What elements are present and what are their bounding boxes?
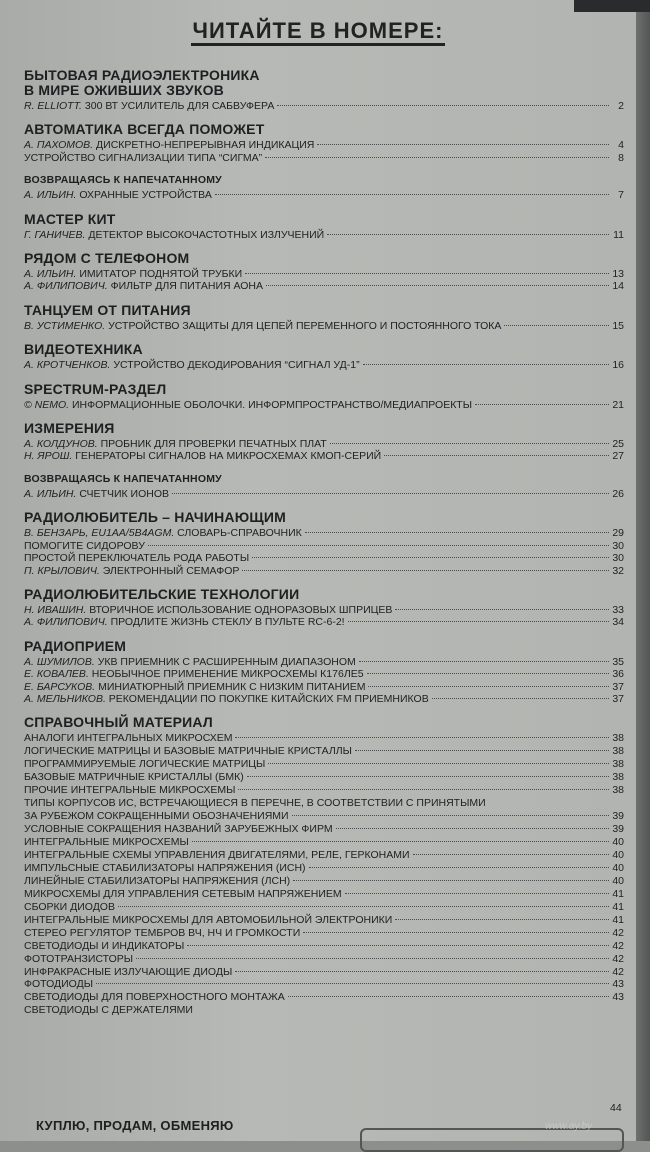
toc-entry <box>24 991 624 1004</box>
entry-text <box>24 849 410 862</box>
toc-entry <box>24 280 624 292</box>
entry-title: СВЕТОДИОДЫ С ДЕРЖАТЕЛЯМИ <box>24 1004 193 1017</box>
toc-entry <box>24 100 624 112</box>
dot-leader <box>355 750 609 751</box>
entry-title: АНАЛОГИ ИНТЕГРАЛЬНЫХ МИКРОСХЕМ <box>24 732 233 745</box>
toc-entry <box>24 732 624 745</box>
entry-title: ИНФРАКРАСНЫЕ ИЗЛУЧАЮЩИЕ ДИОДЫ <box>24 965 233 978</box>
dot-leader <box>266 285 609 286</box>
page-number: 42 <box>612 952 624 965</box>
section-title: ИЗМЕРЕНИЯ <box>24 420 115 437</box>
entry-text <box>24 488 169 500</box>
entry-text <box>24 656 356 668</box>
toc-entry <box>24 914 624 927</box>
section-title: РЯДОМ С ТЕЛЕФОНОМ <box>24 250 190 267</box>
dot-leader <box>247 776 609 777</box>
dot-leader <box>235 971 609 972</box>
dot-leader <box>327 234 609 235</box>
entry-text <box>24 540 145 552</box>
entry-title: УСТРОЙСТВО ЗАЩИТЫ ДЛЯ ЦЕПЕЙ ПЕРЕМЕННОГО И ПОСТОЯННОГО ТОКА <box>108 319 502 332</box>
entry-text <box>24 810 289 823</box>
toc-entry <box>24 604 624 616</box>
toc-entry <box>24 875 624 888</box>
entry-title: ИНТЕГРАЛЬНЫЕ СХЕМЫ УПРАВЛЕНИЯ ДВИГАТЕЛЯМИ, РЕЛЕ, ГЕРКОНАМИ <box>24 848 410 861</box>
page-number: 39 <box>612 810 624 823</box>
dot-leader <box>265 157 609 158</box>
entry-title: ЗА РУБЕЖОМ СОКРАЩЕННЫМИ ОБОЗНАЧЕНИЯМИ <box>24 810 289 823</box>
dot-leader <box>309 867 609 868</box>
entry-text <box>24 797 486 810</box>
entry-title: ИНТЕГРАЛЬНЫЕ МИКРОСХЕМЫ <box>24 835 189 848</box>
entry-text <box>24 450 381 462</box>
entry-title: БАЗОВЫЕ МАТРИЧНЫЕ КРИСТАЛЛЫ (БМК) <box>24 771 244 784</box>
entry-title: МИКРОСХЕМЫ ДЛЯ УПРАВЛЕНИЯ СЕТЕВЫМ НАПРЯЖЕНИЕМ <box>24 887 342 900</box>
section-title: РАДИОЛЮБИТЕЛЬСКИЕ ТЕХНОЛОГИИ <box>24 585 300 602</box>
entry-title: УСТРОЙСТВО СИГНАЛИЗАЦИИ ТИПА “СИГМА” <box>24 151 263 164</box>
toc-section <box>24 639 624 706</box>
entry-title: ДИСКРЕТНО-НЕПРЕРЫВНАЯ ИНДИКАЦИЯ <box>96 139 315 152</box>
toc-entry <box>24 966 624 979</box>
section-title: ВИДЕОТЕХНИКА <box>24 341 143 358</box>
entry-title: ВТОРИЧНОЕ ИСПОЛЬЗОВАНИЕ ОДНОРАЗОВЫХ ШПРИЦЕВ <box>89 603 393 616</box>
dot-leader <box>395 919 609 920</box>
page-number: 43 <box>612 978 624 991</box>
closing-section-title: КУПЛЮ, ПРОДАМ, ОБМЕНЯЮ <box>36 1118 234 1133</box>
entry-text <box>24 229 324 241</box>
entry-author: П. КРЫЛОВИЧ. <box>24 564 100 577</box>
closing-section-page: 44 <box>610 1102 622 1114</box>
entry-author: А. ПАХОМОВ. <box>24 139 94 152</box>
page-number: 21 <box>612 398 624 411</box>
dot-leader <box>245 273 609 274</box>
entry-title: ЛИНЕЙНЫЕ СТАБИЛИЗАТОРЫ НАПРЯЖЕНИЯ (ЛСН) <box>24 874 291 887</box>
page-edge <box>636 0 650 1141</box>
toc-entry <box>24 758 624 771</box>
toc-entry <box>24 450 624 462</box>
dot-leader <box>148 545 609 546</box>
toc-entry <box>24 978 624 991</box>
entry-text <box>24 681 365 693</box>
entry-author: А. КРОТЧЕНКОВ. <box>24 359 111 372</box>
dot-leader <box>288 996 609 997</box>
toc-section <box>24 510 624 577</box>
toc-entry <box>24 797 624 810</box>
dot-leader <box>235 737 609 738</box>
entry-text <box>24 604 392 616</box>
page-number: 42 <box>612 926 624 939</box>
dot-leader <box>345 893 609 894</box>
toc-section <box>24 68 624 112</box>
section-title: МАСТЕР КИТ <box>24 210 116 227</box>
entry-text <box>24 745 352 758</box>
toc-section <box>24 342 624 371</box>
entry-title: ПРОБНИК ДЛЯ ПРОВЕРКИ ПЕЧАТНЫХ ПЛАТ <box>100 438 327 451</box>
entry-author: Г. ГАНИЧЕВ. <box>24 228 86 241</box>
dot-leader <box>96 983 609 984</box>
entry-author: А. ИЛЬИН. <box>24 487 77 500</box>
entry-title: СЧЕТЧИК ИОНОВ <box>79 487 170 500</box>
page-number: 15 <box>612 319 624 332</box>
entry-author: А. ФИЛИПОВИЧ. <box>24 280 108 293</box>
toc-entry <box>24 565 624 577</box>
entry-title: ФИЛЬТР ДЛЯ ПИТАНИЯ АОНА <box>110 280 264 293</box>
dot-leader <box>252 557 609 558</box>
toc-entry <box>24 668 624 680</box>
entry-title: ЛОГИЧЕСКИЕ МАТРИЦЫ И БАЗОВЫЕ МАТРИЧНЫЕ КРИСТАЛЛЫ <box>24 745 352 758</box>
toc-entry <box>24 693 624 705</box>
section-title: ТАНЦУЕМ ОТ ПИТАНИЯ <box>24 301 191 318</box>
dot-leader <box>413 854 609 855</box>
entry-text <box>24 953 133 966</box>
toc-entry <box>24 771 624 784</box>
page-number: 35 <box>612 655 624 668</box>
page-corner <box>574 0 650 12</box>
toc-entry <box>24 438 624 450</box>
entry-author: В. УСТИМЕНКО. <box>24 319 106 332</box>
page-number: 40 <box>612 848 624 861</box>
entry-text <box>24 978 93 991</box>
dot-leader <box>268 763 609 764</box>
toc-section <box>24 473 624 500</box>
dot-leader <box>367 673 609 674</box>
entry-author: А. ШУМИЛОВ. <box>24 655 95 668</box>
page-number: 11 <box>613 228 624 241</box>
entry-text <box>24 940 184 953</box>
entry-author: А. КОЛДУНОВ. <box>24 438 98 451</box>
entry-author: Е. КОВАЛЕВ. <box>24 668 89 681</box>
dot-leader <box>292 815 609 816</box>
page-number: 7 <box>618 189 624 202</box>
entry-text <box>24 758 265 771</box>
entry-text <box>24 991 285 1004</box>
toc-entry <box>24 527 624 539</box>
toc-section <box>24 421 624 463</box>
page-number: 41 <box>612 900 624 913</box>
toc-entry <box>24 229 624 241</box>
page-number: 4 <box>618 139 624 152</box>
section-title: РАДИОПРИЕМ <box>24 637 127 654</box>
entry-title: СЛОВАРЬ-СПРАВОЧНИК <box>177 527 302 540</box>
entry-text <box>24 527 302 539</box>
entry-text <box>24 888 342 901</box>
dot-leader <box>395 609 609 610</box>
entry-title: ТИПЫ КОРПУСОВ ИС, ВСТРЕЧАЮЩИЕСЯ В ПЕРЕЧНЕ, В СООТВЕТСТВИИ С ПРИНЯТЫМИ <box>24 797 486 810</box>
toc-entry <box>24 616 624 628</box>
toc-entry <box>24 953 624 966</box>
toc-entry <box>24 823 624 836</box>
page-number: 33 <box>612 603 624 616</box>
toc-entry <box>24 359 624 371</box>
entry-text <box>24 668 364 680</box>
toc-entry <box>24 1004 624 1017</box>
toc-entry <box>24 139 624 151</box>
dot-leader <box>215 194 609 195</box>
section-title: ВОЗВРАЩАЯСЬ К НАПЕЧАТАННОМУ <box>24 174 222 187</box>
page-title <box>0 18 636 44</box>
entry-title: ОХРАННЫЕ УСТРОЙСТВА <box>79 189 212 202</box>
entry-text <box>24 836 189 849</box>
entry-title: УКВ ПРИЕМНИК С РАСШИРЕННЫМ ДИАПАЗОНОМ <box>97 655 356 668</box>
toc-entry <box>24 862 624 875</box>
toc-entry <box>24 552 624 564</box>
entry-text <box>24 399 472 411</box>
watermark: www.ay.by <box>545 1121 593 1132</box>
entry-author: А. ИЛЬИН. <box>24 268 77 281</box>
entry-title: СТЕРЕО РЕГУЛЯТОР ТЕМБРОВ ВЧ, НЧ И ГРОМКОСТИ <box>24 926 301 939</box>
dot-leader <box>187 945 609 946</box>
page-number: 36 <box>612 668 624 681</box>
page-number: 38 <box>612 745 624 758</box>
entry-title: НЕОБЫЧНОЕ ПРИМЕНЕНИЕ МИКРОСХЕМЫ К176ЛЕ5 <box>91 668 364 681</box>
page-number: 30 <box>612 539 624 552</box>
entry-text <box>24 189 212 201</box>
entry-title: УСЛОВНЫЕ СОКРАЩЕНИЯ НАЗВАНИЙ ЗАРУБЕЖНЫХ ФИРМ <box>24 823 333 836</box>
entry-text <box>24 438 327 450</box>
toc-entry <box>24 320 624 332</box>
page-number: 34 <box>612 616 624 629</box>
toc-section <box>24 174 624 201</box>
section-title: SPECTRUM-РАЗДЕЛ <box>24 380 167 397</box>
page-number: 16 <box>612 359 624 372</box>
page-number: 40 <box>612 861 624 874</box>
toc-entry <box>24 810 624 823</box>
dot-leader <box>136 958 609 959</box>
page-number: 40 <box>612 835 624 848</box>
entry-text <box>24 1004 193 1017</box>
dot-leader <box>238 789 609 790</box>
dot-leader <box>303 932 609 933</box>
dot-leader <box>192 841 609 842</box>
entry-text <box>24 823 333 836</box>
page-number: 38 <box>612 771 624 784</box>
section-title: ВОЗВРАЩАЯСЬ К НАПЕЧАТАННОМУ <box>24 472 222 485</box>
dot-leader <box>118 906 609 907</box>
entry-author: © NEMO. <box>24 398 70 411</box>
entry-title: ИМПУЛЬСНЫЕ СТАБИЛИЗАТОРЫ НАПРЯЖЕНИЯ (ИСН) <box>24 861 306 874</box>
dot-leader <box>330 443 609 444</box>
toc-entry <box>24 268 624 280</box>
entry-title: ПРОЧИЕ ИНТЕГРАЛЬНЫЕ МИКРОСХЕМЫ <box>24 784 236 797</box>
page-number: 40 <box>612 874 624 887</box>
entry-author: В. БЕНЗАРЬ, EU1AA/5B4AGM. <box>24 527 175 540</box>
toc-entry <box>24 152 624 164</box>
toc-entry <box>24 927 624 940</box>
toc-entry <box>24 888 624 901</box>
dot-leader <box>475 404 609 405</box>
entry-title: ФОТОТРАНЗИСТОРЫ <box>24 952 134 965</box>
entry-author: А. ФИЛИПОВИЧ. <box>24 616 108 629</box>
entry-title: СВЕТОДИОДЫ И ИНДИКАТОРЫ <box>24 939 185 952</box>
page-number: 32 <box>612 564 624 577</box>
entry-text <box>24 100 274 112</box>
page-number: 37 <box>612 692 624 705</box>
toc-entry <box>24 488 624 500</box>
dot-leader <box>242 570 609 571</box>
page-number: 42 <box>612 965 624 978</box>
page-number: 29 <box>612 527 624 540</box>
toc-entry <box>24 836 624 849</box>
dot-leader <box>305 532 609 533</box>
entry-author: Е. БАРСУКОВ. <box>24 680 96 693</box>
entry-title: ПРОСТОЙ ПЕРЕКЛЮЧАТЕЛЬ РОДА РАБОТЫ <box>24 552 250 565</box>
entry-text <box>24 927 300 940</box>
page-number: 38 <box>612 732 624 745</box>
dot-leader <box>432 698 609 699</box>
entry-text <box>24 771 244 784</box>
entry-title: СВЕТОДИОДЫ ДЛЯ ПОВЕРХНОСТНОГО МОНТАЖА <box>24 991 285 1004</box>
entry-title: ДЕТЕКТОР ВЫСОКОЧАСТОТНЫХ ИЗЛУЧЕНИЙ <box>88 228 325 241</box>
entry-title: ПРОГРАММИРУЕМЫЕ ЛОГИЧЕСКИЕ МАТРИЦЫ <box>24 758 266 771</box>
entry-text <box>24 139 314 151</box>
entry-author: R. ELLIOTT. <box>24 100 82 112</box>
entry-text <box>24 152 262 164</box>
entry-text <box>24 784 235 797</box>
page-number: 26 <box>612 487 624 500</box>
entry-text <box>24 901 115 914</box>
page-number: 14 <box>612 280 624 293</box>
entry-text <box>24 616 345 628</box>
entry-title: ГЕНЕРАТОРЫ СИГНАЛОВ НА МИКРОСХЕМАХ КМОП-СЕРИЙ <box>75 450 382 463</box>
entry-title: ИНТЕГРАЛЬНЫЕ МИКРОСХЕМЫ ДЛЯ АВТОМОБИЛЬНОЙ ЭЛЕКТРОНИКИ <box>24 913 393 926</box>
entry-title: ИМИТАТОР ПОДНЯТОЙ ТРУБКИ <box>79 268 243 281</box>
toc-section <box>24 382 624 411</box>
toc-entry <box>24 745 624 758</box>
toc-entry <box>24 940 624 953</box>
toc-entry <box>24 681 624 693</box>
toc-entry <box>24 540 624 552</box>
toc-section <box>24 303 624 332</box>
dot-leader <box>504 325 609 326</box>
entry-text <box>24 693 429 705</box>
entry-text <box>24 914 392 927</box>
dot-leader <box>363 364 609 365</box>
dot-leader <box>336 828 609 829</box>
entry-title: УСТРОЙСТВО ДЕКОДИРОВАНИЯ “СИГНАЛ УД-1” <box>113 359 360 372</box>
entry-title: ФОТОДИОДЫ <box>24 978 94 991</box>
page-number: 30 <box>612 552 624 565</box>
section-title: СПРАВОЧНЫЙ МАТЕРИАЛ <box>24 714 213 731</box>
toc-entry <box>24 784 624 797</box>
page-number: 8 <box>618 151 624 164</box>
entry-author: А. ИЛЬИН. <box>24 189 77 202</box>
toc-section <box>24 715 624 1017</box>
page-number: 27 <box>612 450 624 463</box>
entry-text <box>24 565 239 577</box>
section-title: РАДИОЛЮБИТЕЛЬ – НАЧИНАЮЩИМ <box>24 509 286 526</box>
toc-entry <box>24 901 624 914</box>
page-number: 38 <box>612 784 624 797</box>
toc-entry <box>24 399 624 411</box>
entry-title: МИНИАТЮРНЫЙ ПРИЕМНИК С НИЗКИМ ПИТАНИЕМ <box>98 680 366 693</box>
toc-section <box>24 251 624 293</box>
entry-text <box>24 966 232 979</box>
dot-leader <box>348 621 609 622</box>
toc-entry <box>24 656 624 668</box>
dot-leader <box>317 144 609 145</box>
dot-leader <box>172 493 609 494</box>
page-number: 39 <box>612 823 624 836</box>
dot-leader <box>359 661 609 662</box>
toc-entry <box>24 189 624 201</box>
dot-leader <box>368 686 609 687</box>
entry-text <box>24 359 360 371</box>
entry-text <box>24 268 242 280</box>
dot-leader <box>293 880 609 881</box>
entry-title: ПРОДЛИТЕ ЖИЗНЬ СТЕКЛУ В ПУЛЬТЕ RC-6-2! <box>110 616 345 629</box>
entry-title: СБОРКИ ДИОДОВ <box>24 900 115 913</box>
section-title: БЫТОВАЯ РАДИОЭЛЕКТРОНИКА В МИРЕ ОЖИВШИХ ЗВУКОВ <box>24 67 260 98</box>
entry-title: ПОМОГИТЕ СИДОРОВУ <box>24 539 145 552</box>
dot-leader <box>384 455 609 456</box>
toc-section <box>24 587 624 629</box>
table-of-contents <box>24 68 624 1027</box>
entry-author: Н. ИВАШИН. <box>24 603 87 616</box>
page-number: 42 <box>612 939 624 952</box>
page-title-text: ЧИТАЙТЕ В НОМЕРЕ: <box>191 18 446 46</box>
page-number: 37 <box>612 680 624 693</box>
section-title: АВТОМАТИКА ВСЕГДА ПОМОЖЕТ <box>24 121 265 138</box>
entry-title: ЭЛЕКТРОННЫЙ СЕМАФОР <box>102 564 240 577</box>
page-number: 2 <box>618 100 624 112</box>
entry-title: РЕКОМЕНДАЦИИ ПО ПОКУПКЕ КИТАЙСКИХ FM ПРИЕМНИКОВ <box>108 692 429 705</box>
entry-text <box>24 732 232 745</box>
toc-entry <box>24 849 624 862</box>
toc-section <box>24 212 624 241</box>
entry-text <box>24 862 306 875</box>
page-number: 41 <box>612 913 624 926</box>
entry-text <box>24 552 249 564</box>
toc-section <box>24 122 624 164</box>
entry-title: 300 ВТ УСИЛИТЕЛЬ ДЛЯ САБВУФЕРА <box>84 100 275 112</box>
entry-title: ИНФОРМАЦИОННЫЕ ОБОЛОЧКИ. ИНФОРМПРОСТРАНСТВО/МЕДИАПРОЕКТЫ <box>72 398 473 411</box>
entry-text <box>24 280 263 292</box>
entry-text <box>24 875 290 888</box>
entry-author: А. МЕЛЬНИКОВ. <box>24 692 106 705</box>
page-number: 38 <box>612 758 624 771</box>
page-number: 43 <box>612 991 624 1004</box>
dot-leader <box>277 105 609 106</box>
page-number: 25 <box>612 438 624 451</box>
entry-text <box>24 320 501 332</box>
entry-author: Н. ЯРОШ. <box>24 450 73 463</box>
page-number: 41 <box>612 887 624 900</box>
page-number: 13 <box>612 268 624 281</box>
